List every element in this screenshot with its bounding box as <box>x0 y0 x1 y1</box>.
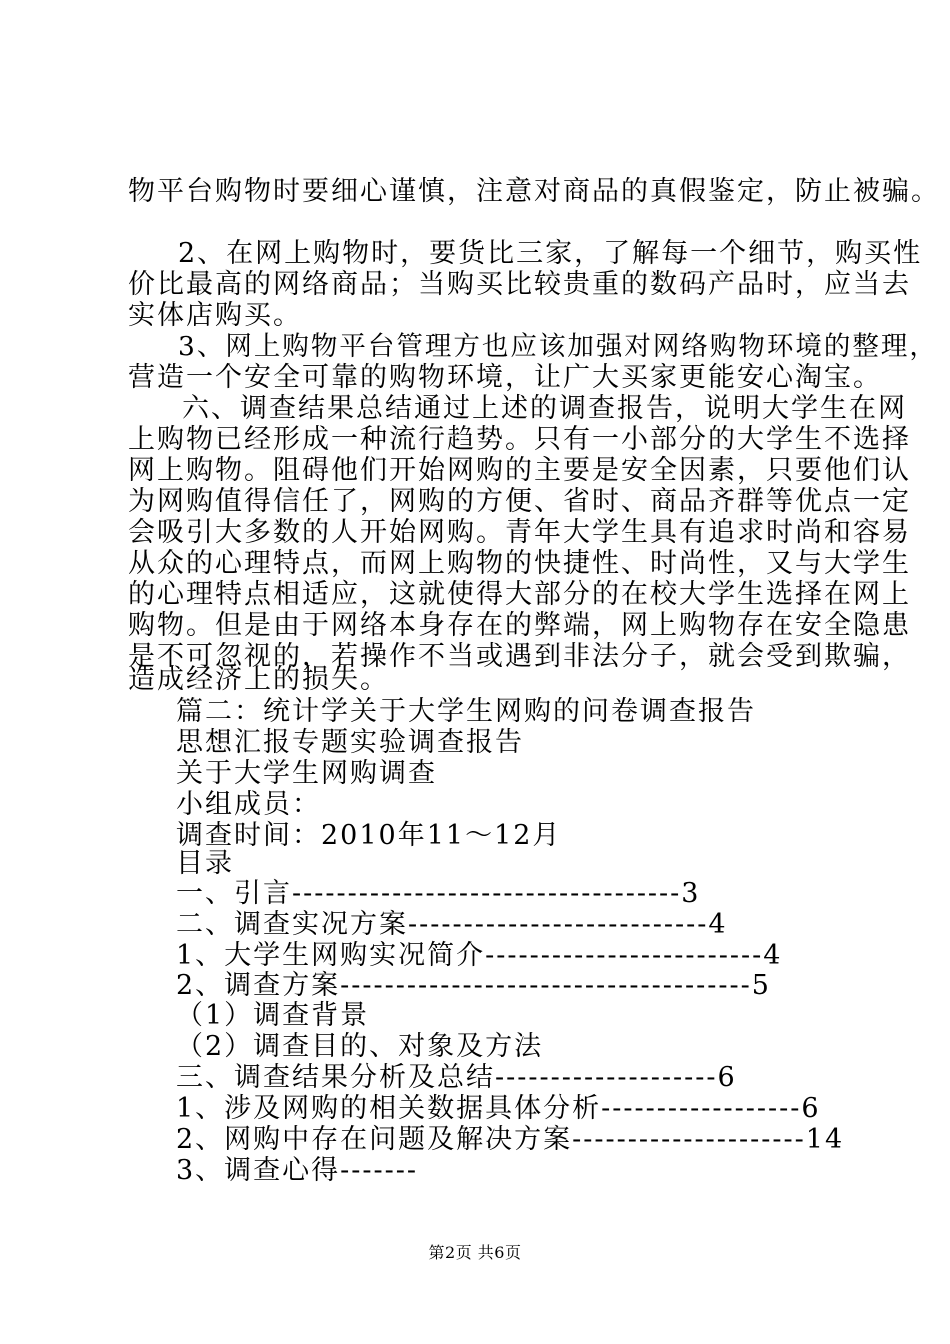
report-title: 思想汇报专题实验调查报告 <box>176 727 524 758</box>
paragraph-line: 购物。但是由于网络本身存在的弊端，网上购物存在安全隐患 <box>128 610 911 641</box>
toc-entry: 一、引言-----------------------------------3 <box>176 878 701 909</box>
paragraph-line: 实体店购买。 <box>128 300 302 331</box>
section-heading: 篇二：统计学关于大学生网购的问卷调查报告 <box>176 696 756 727</box>
paragraph-line: 是不可忽视的，若操作不当或遇到非法分子，就会受到欺骗， <box>128 641 911 672</box>
toc-entry: 2、调查方案-------------------------------------5 <box>176 970 771 1001</box>
paragraph-line: 网上购物。阻碍他们开始网购的主要是安全因素，只要他们认 <box>128 455 911 486</box>
group-members-label: 小组成员： <box>176 789 321 820</box>
paragraph-line: 为网购值得信任了，网购的方便、省时、商品齐群等优点一定 <box>128 486 911 517</box>
paragraph-line: 上购物已经形成一种流行趋势。只有一小部分的大学生不选择 <box>128 424 911 455</box>
toc-entry: 二、调查实况方案---------------------------4 <box>176 909 728 940</box>
toc-entry: 三、调查结果分析及总结--------------------6 <box>176 1062 737 1093</box>
toc-entry: 3、调查心得------- <box>176 1155 419 1186</box>
paragraph-line: 会吸引大多数的人开始网购。青年大学生具有追求时尚和容易 <box>128 517 911 548</box>
toc-title: 目录 <box>176 848 234 879</box>
toc-entry: （2）调查目的、对象及方法 <box>176 1031 544 1062</box>
paragraph-line: 2、在网上购物时，要货比三家，了解每一个细节，购买性 <box>178 238 923 269</box>
page-number-footer: 第2页 共6页 <box>428 1243 522 1262</box>
toc-entry: 2、网购中存在问题及解决方案---------------------14 <box>176 1124 845 1155</box>
report-subtitle: 关于大学生网购调查 <box>176 758 437 789</box>
paragraph-line: 六、调查结果总结通过上述的调查报告，说明大学生在网 <box>182 393 907 424</box>
survey-time: 调查时间：2010年11～12月 <box>176 820 562 851</box>
toc-entry: 1、涉及网购的相关数据具体分析------------------6 <box>176 1093 821 1124</box>
paragraph-line: 物平台购物时要细心谨慎，注意对商品的真假鉴定，防止被骗。 <box>128 176 940 207</box>
toc-entry: 1、大学生网购实况简介-------------------------4 <box>176 940 783 971</box>
paragraph-line: 造成经济上的损失。 <box>128 664 389 695</box>
paragraph-line: 从众的心理特点，而网上购物的快捷性、时尚性，又与大学生 <box>128 548 911 579</box>
paragraph-line: 价比最高的网络商品；当购买比较贵重的数码产品时，应当去 <box>128 269 911 300</box>
toc-entry: （1）调查背景 <box>176 1000 370 1031</box>
paragraph-line: 3、网上购物平台管理方也应该加强对网络购物环境的整理， <box>178 331 938 362</box>
paragraph-line: 营造一个安全可靠的购物环境，让广大买家更能安心淘宝。 <box>128 362 882 393</box>
paragraph-line: 的心理特点相适应，这就使得大部分的在校大学生选择在网上 <box>128 579 911 610</box>
